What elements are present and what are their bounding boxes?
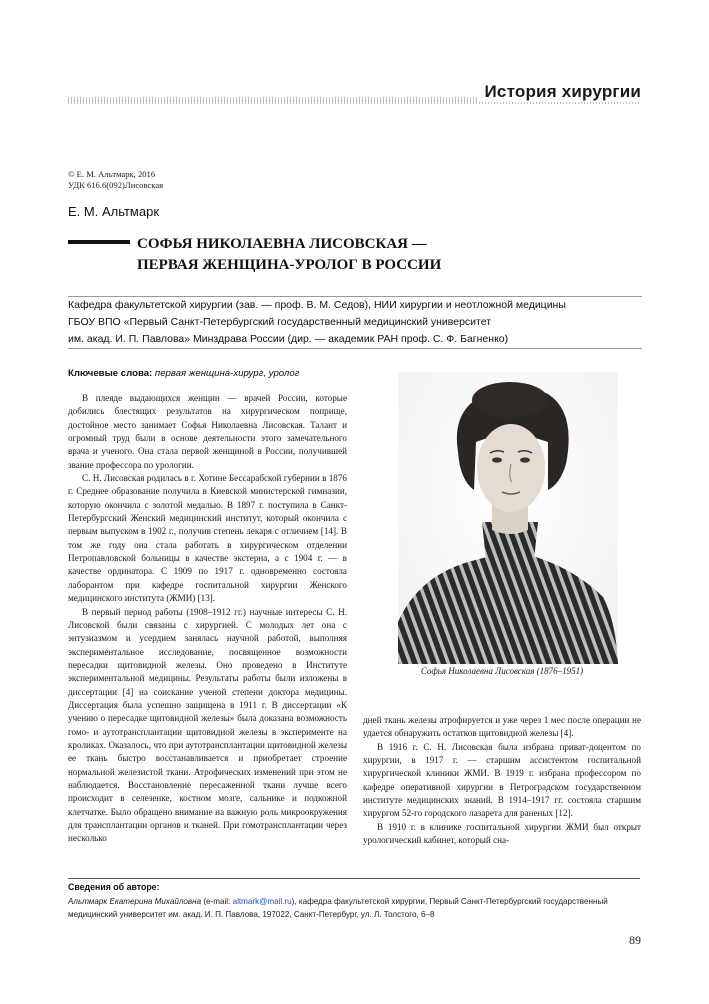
- keywords-label: Ключевые слова:: [68, 368, 153, 379]
- affiliation-line-2: ГБОУ ВПО «Первый Санкт-Петербургский государственный медицинский университет: [68, 316, 492, 328]
- udc-line: УДК 616.6(092)Лисовская: [68, 180, 164, 190]
- paragraph-6: В 1910 г. в клинике госпитальной хирургии ЖМИ был открыт урологический кабинет, который сна-: [363, 821, 641, 846]
- about-email-prefix: (e-mail:: [201, 897, 233, 906]
- copyright-line: © Е. М. Альтмарк, 2016: [68, 169, 156, 179]
- keywords-value: первая женщина-хирург, уролог: [154, 368, 300, 379]
- keywords: [68, 368, 299, 379]
- title-line-1: СОФЬЯ НИКОЛАЕВНА ЛИСОВСКАЯ —: [137, 236, 427, 252]
- page-number: 89: [629, 933, 641, 947]
- paragraph-2: С. Н. Лисовская родилась в г. Хотине Бессарабской губернии в 1876 г. Среднее образование получила в Киевской министерской гимназии, которую окончила с золотой медалью. В 1897 г. поступила в Санкт-Петербургский Женский медицинский институт, который окончила с первым выпуском в 1902 г., получив степень лекаря с отличием [14]. В том же году она стала работать в хирургическом отделении Петропавловской больницы в качестве экстерна, а с 1904 г. — в качестве ординатора. С 1909 по 1917 г. одновременно состояла лаборантом при кафедре госпитальной хирургии Женского медицинского института (ЖМИ) [13].: [68, 473, 347, 604]
- article-title: [137, 234, 441, 276]
- affiliation-bottom-rule: [68, 348, 642, 349]
- about-author-details: ), кафедра факультетской хирургии, Первый Санкт-Петербургский государственный медицинский университет им. акад. И. П. Павлова, 197022, Санкт-Петербург, ул. Л. Толстого, 6–8: [68, 897, 608, 919]
- affiliation-line-3: им. акад. И. П. Павлова» Минздрава России (дир. — академик РАН проф. С. Ф. Багненко): [68, 333, 509, 345]
- author-name: Е. М. Альтмарк: [68, 204, 159, 219]
- paragraph-4: дней ткань железы атрофируется и уже через 1 мес после операции не удается обнаружить остатков щитовидной железы [4].: [363, 715, 641, 739]
- portrait-photo: [398, 372, 618, 664]
- paragraph-5: В 1916 г. С. Н. Лисовская была избрана приват-доцентом по хирургии, в 1917 г. — старшим ассистентом госпитальной хирургической клиники ЖМИ. В 1919 г. избрана профессором по кафедре оперативной хирургии в Петроградском государственном институте медицинских знаний. В 1914–1917 гг. состояла старшим хирургом 52-го городского лазарета для раненых [12].: [363, 741, 641, 819]
- author-email-link[interactable]: altmark@mail.ru: [232, 897, 292, 906]
- title-line-2: ПЕРВАЯ ЖЕНЩИНА-УРОЛОГ В РОССИИ: [137, 257, 442, 273]
- affiliation-line-1: Кафедра факультетской хирургии (зав. — проф. В. М. Седов), НИИ хирургии и неотложной медицины: [68, 299, 566, 311]
- title-rule: [68, 240, 130, 244]
- section-title: История хирургии: [479, 82, 642, 102]
- about-author-heading: Сведения об авторе:: [68, 882, 160, 892]
- affiliation-block: [68, 296, 642, 349]
- photo-caption: Софья Николаевна Лисовская (1876–1951): [420, 666, 584, 676]
- footer-rule: [68, 878, 640, 879]
- paragraph-3: В первый период работы (1908–1912 гг.) научные интересы С. Н. Лисовской были связаны с хирургией. С молодых лет она с энтузиазмом и усердием занялась научной работой, выполняя экспериментальное исследование, посвященное возможности пересадки щитовидной железы. Оно проведено в Институте экспериментальной медицины. Результаты работы были изложены в диссертации [4] на соискание ученой степени доктора медицины. Диссертация была успешно защищена в 1911 г. В диссертации «К учению о пересадке щитовидной железы» была доказана возможность гомо- и аутотрансплантации щитовидной железы в эксперименте на кроликах. Оказалось, что при аутотрансплантации щитовидной железы ее ткань быстро восстанавливается и приобретает строение нормальной железистой ткани. Атрофических изменений при этом не наблюдается. Восстановление пересаженной ткани лучше всего происходит в селезенке, костном мозге, сальнике и подкожной клетчатке. Было обращено внимание на важную роль микроокружения для трансплантации органов и тканей. При гомотрансплантации через несколько: [68, 606, 347, 844]
- paragraph-1: В плеяде выдающихся женщин — врачей России, которые добились блестящих результатов на хирургическом поприще, достойное место занимает Софья Николаевна Лисовская. Талант и огромный труд были в основе деятельности этого замечательного врача и ученого. Она стала первой женщиной в России, получившей звание профессора по урологии.: [68, 393, 347, 470]
- about-author-text: [68, 896, 642, 921]
- body-column-right: [363, 714, 641, 847]
- body-column-left: [68, 392, 347, 846]
- about-author-name: Альтмарк Екатерина Михайловна: [68, 897, 202, 906]
